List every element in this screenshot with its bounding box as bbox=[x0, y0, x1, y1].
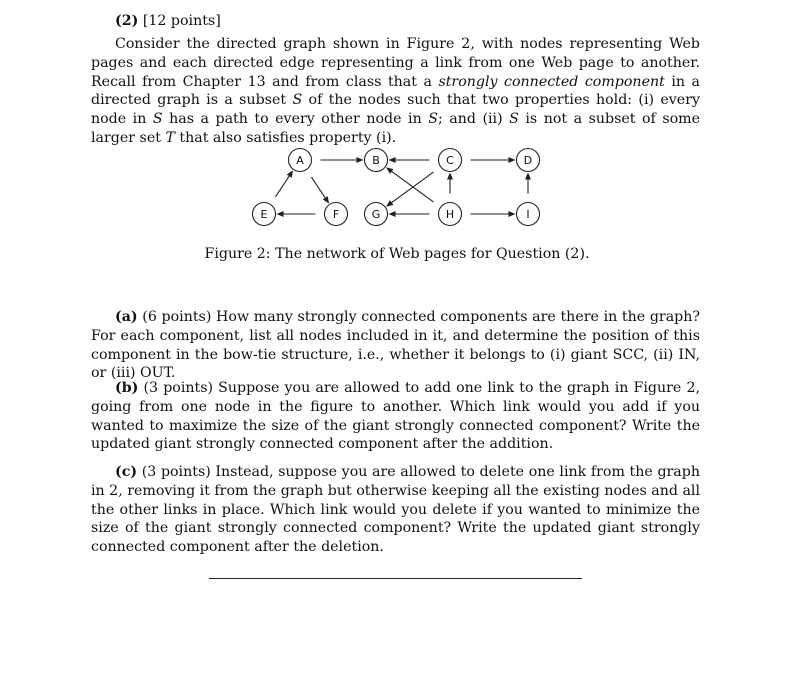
intro-text-7: that also satisfies property (i). bbox=[174, 129, 397, 146]
graph-node-d bbox=[517, 149, 540, 172]
edge-h-to-b bbox=[387, 168, 434, 202]
question-heading bbox=[115, 12, 724, 31]
intro-text-2: in a directed graph is a subset bbox=[91, 73, 700, 109]
node-label: D bbox=[523, 154, 533, 167]
horizontal-rule bbox=[209, 578, 582, 579]
part-b bbox=[91, 379, 700, 454]
question-number: (2) bbox=[115, 13, 139, 29]
graph-node-b bbox=[365, 149, 388, 172]
node-label: F bbox=[332, 208, 340, 221]
figure-caption: Figure 2: The network of Web pages for Question (2). bbox=[204, 246, 590, 262]
set-symbol: S bbox=[152, 111, 163, 128]
graph-node-h bbox=[439, 203, 462, 226]
graph-node-e bbox=[253, 203, 276, 226]
edges-layer bbox=[275, 160, 528, 214]
set-symbol: S bbox=[292, 92, 303, 109]
part-b-text: (3 points) Suppose you are allowed to add one link to the graph in Figure 2, going from one node in the figure to another. Which link would you add if you wanted to maximize the size of the giant strongly connected component? Write the updated giant strongly connected component after the addition. bbox=[91, 380, 700, 453]
part-b-label: (b) bbox=[115, 380, 139, 396]
intro-text-1: Consider the directed graph shown in Figure 2, with nodes representing Web pages and each directed edge representing a link from one Web page to another. Recall from Chapter 13 and from class that a bbox=[91, 36, 700, 90]
graph-node-c bbox=[439, 149, 462, 172]
node-label: B bbox=[372, 154, 380, 167]
graph-node-g bbox=[365, 203, 388, 226]
graph-figure bbox=[240, 144, 560, 234]
intro-text-3: of the nodes such that two properties hold: (i) every node in bbox=[91, 92, 701, 128]
node-label: C bbox=[446, 154, 454, 167]
part-a bbox=[91, 308, 700, 383]
node-label: G bbox=[371, 208, 381, 221]
edge-e-to-a bbox=[275, 171, 292, 197]
part-a-label: (a) bbox=[115, 309, 138, 325]
part-c bbox=[91, 463, 700, 557]
part-a-text: (6 points) How many strongly connected components are there in the graph? For each component, list all nodes included in it, and determine the position of this component in the bow-tie structure, i.e., whether it belongs to (i) giant SCC, (ii) IN, or (iii) OUT. bbox=[91, 309, 700, 382]
graph-node-f bbox=[325, 203, 348, 226]
part-c-label: (c) bbox=[115, 464, 138, 480]
intro-text-6: is not a subset of some larger set bbox=[91, 111, 700, 146]
graph-node-a bbox=[289, 149, 312, 172]
set-symbol: T bbox=[165, 129, 175, 146]
node-label: I bbox=[526, 208, 530, 221]
part-c-text: (3 points) Instead, suppose you are allowed to delete one link from the graph in 2, removing it from the graph but otherwise keeping all the existing nodes and all the other links in place. Which link would you delete if you wanted to minimize the size of the giant strongly connected component? Write the updated giant strongly connected component after the deletion. bbox=[91, 464, 701, 556]
edge-c-to-g bbox=[387, 172, 434, 206]
intro-text-4: has a path to every other node in bbox=[162, 111, 429, 128]
node-label: H bbox=[445, 208, 455, 221]
set-symbol: S bbox=[509, 111, 519, 128]
intro-term: strongly connected component bbox=[438, 73, 665, 90]
directed-graph bbox=[240, 144, 560, 234]
graph-node-i bbox=[517, 203, 540, 226]
intro-text-5: ; and (ii) bbox=[437, 111, 510, 128]
question-points: [12 points] bbox=[142, 13, 221, 29]
node-label: A bbox=[296, 154, 304, 167]
set-symbol: S bbox=[428, 111, 438, 128]
question-intro bbox=[91, 35, 700, 148]
edge-a-to-f bbox=[311, 177, 328, 203]
node-label: E bbox=[260, 208, 268, 221]
